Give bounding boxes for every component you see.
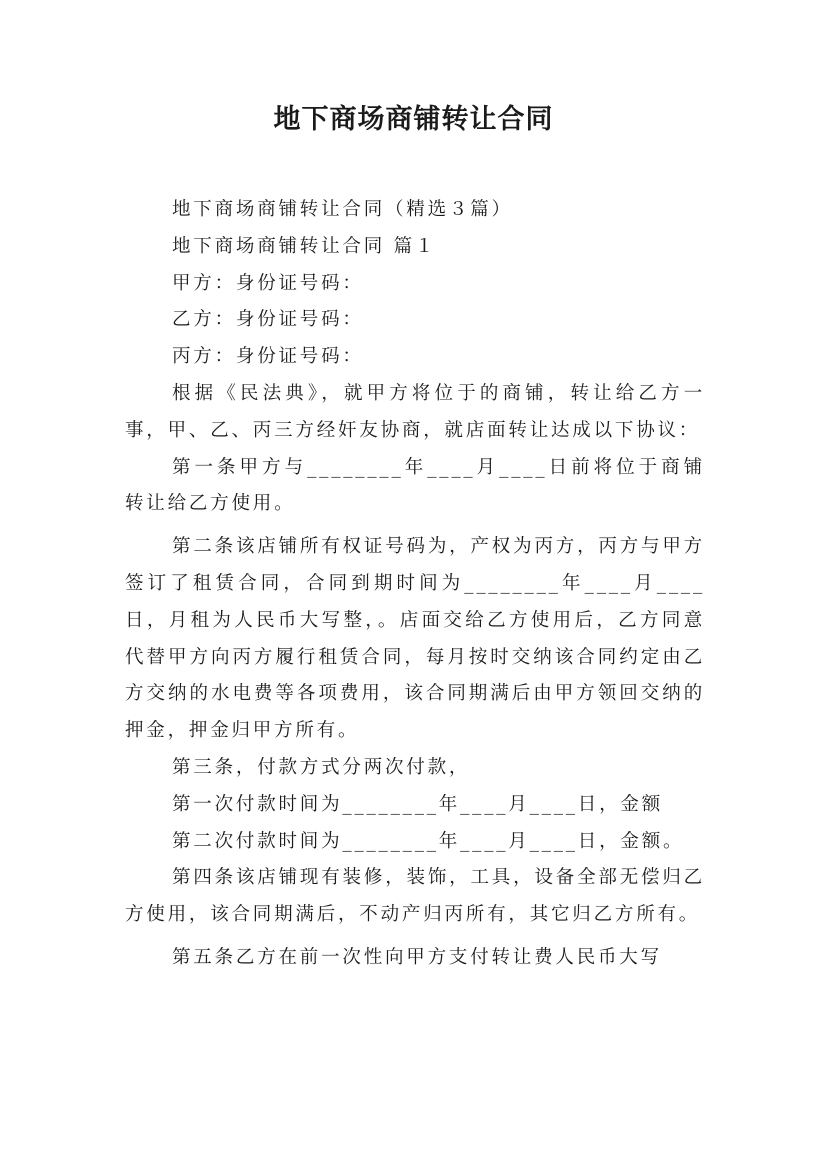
- paragraph-first-payment: 第一次付款时间为________年____月____日，金额: [172, 793, 664, 815]
- paragraph-second-payment: 第二次付款时间为________年____月____日，金额。: [172, 830, 685, 852]
- paragraph-party-c: 丙方：身份证号码：: [172, 346, 364, 368]
- paragraph-article-4: 第四条该店铺现有装修，装饰，工具，设备全部无偿归乙方使用，该合同期满后，不动产归丙所有，其它归乙方所有。: [125, 867, 705, 926]
- paragraph-party-a: 甲方：身份证号码：: [172, 272, 364, 294]
- paragraph-section-heading: 地下商场商铺转让合同 篇１: [172, 235, 437, 257]
- paragraph-article-1: 第一条甲方与________年____月____日前将位于商铺转让给乙方使用。: [125, 456, 705, 515]
- paragraph-article-2: 第二条该店铺所有权证号码为，产权为丙方，丙方与甲方签订了租赁合同，合同到期时间为________年____月____日，月租为人民币大写整，。店面交给乙方使用后，乙方同意代替甲方向丙方履行租赁合同，每月按时交纳该合同约定由乙方交纳的水电费等各项费用，该合同期满后由甲方领回交纳的押金，押金归甲方所有。: [125, 536, 705, 742]
- paragraph-preamble: 根据《民法典》，就甲方将位于的商铺，转让给乙方一事，甲、乙、丙三方经奸友协商，就店面转让达成以下协议：: [125, 382, 705, 441]
- paragraph-article-3: 第三条，付款方式分两次付款，: [172, 756, 471, 778]
- paragraph-subtitle: 地下商场商铺转让合同（精选３篇）: [172, 199, 513, 220]
- paragraph-article-5: 第五条乙方在前一次性向甲方支付转让费人民币大写: [172, 946, 662, 968]
- paragraph-party-b: 乙方：身份证号码：: [172, 309, 364, 331]
- document-body: [125, 192, 705, 977]
- document-title: 地下商场商铺转让合同: [273, 104, 554, 135]
